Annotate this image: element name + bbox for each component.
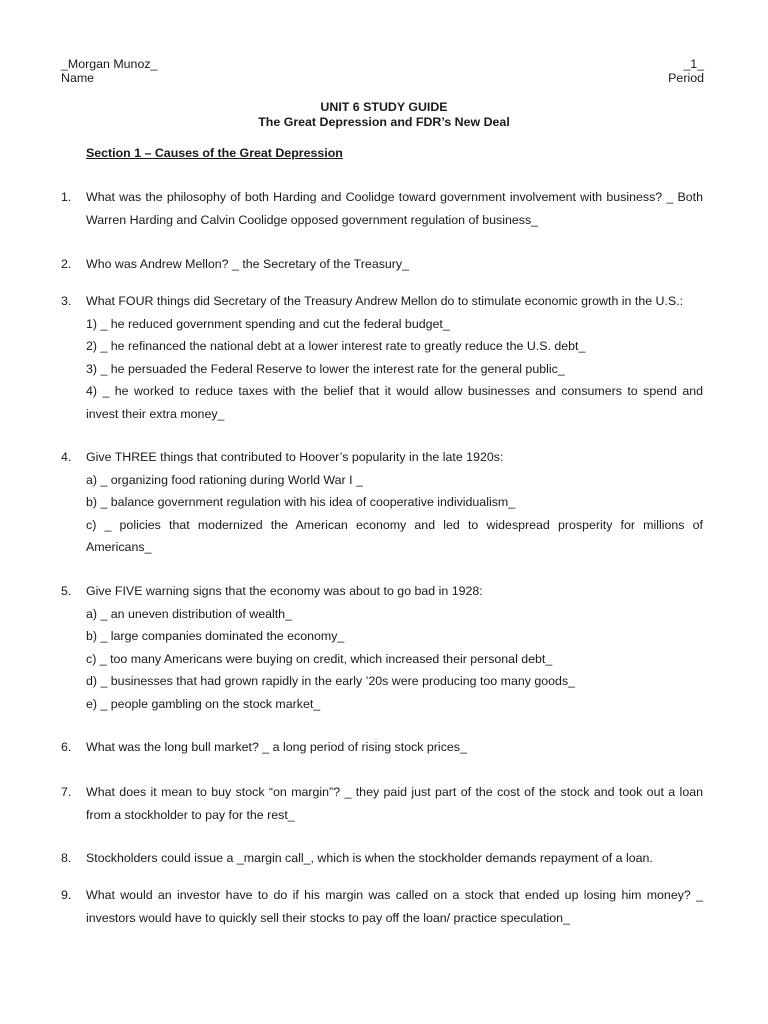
- question-4: [61, 446, 703, 559]
- question-line: Stockholders could issue a _margin call_, which is when the stockholder demands repayment of a loan.: [86, 851, 653, 865]
- name-block: [61, 57, 157, 85]
- section-heading: Section 1 – Causes of the Great Depression: [86, 146, 343, 160]
- answer-line: d) _ businesses that had grown rapidly in the early ’20s were producing too many goods_: [86, 674, 576, 688]
- answer-line: a) _ organizing food rationing during World War I _: [86, 472, 363, 487]
- question-number: 9.: [61, 888, 72, 902]
- question-line: Give FIVE warning signs that the economy was about to go bad in 1928:: [86, 584, 483, 598]
- question-9: [61, 884, 703, 929]
- answer-line: e) _ people gambling on the stock market_: [86, 696, 321, 711]
- answer-line: 3) _ he persuaded the Federal Reserve to lower the interest rate for the general public_: [86, 361, 565, 376]
- answer-line: Americans_: [86, 540, 152, 554]
- question-6: [61, 736, 703, 759]
- period-value: _1_: [683, 57, 704, 71]
- name-label: Name: [61, 71, 95, 85]
- question-number: 8.: [61, 851, 72, 865]
- question-number: 6.: [61, 740, 72, 754]
- question-line: investors would have to quickly sell their stocks to pay off the loan/ practice speculation_: [86, 910, 570, 925]
- question-1: [61, 186, 703, 231]
- question-line: What FOUR things did Secretary of the Treasury Andrew Mellon do to stimulate economic growth in the U.S.:: [86, 294, 684, 308]
- answer-line: c) _ too many Americans were buying on credit, which increased their personal debt_: [86, 651, 553, 666]
- question-number: 4.: [61, 450, 72, 464]
- question-number: 3.: [61, 294, 72, 308]
- answer-line: invest their extra money_: [86, 406, 225, 421]
- question-line: Give THREE things that contributed to Hoover’s popularity in the late 1920s:: [86, 450, 504, 464]
- period-block: [668, 57, 704, 85]
- title-block: [0, 100, 768, 130]
- question-number: 2.: [61, 257, 72, 271]
- question-line: Warren Harding and Calvin Coolidge opposed government regulation of business_: [86, 212, 539, 227]
- question-3: [61, 290, 703, 425]
- answer-line: 4) _ he worked to reduce taxes with the belief that it would allow businesses and consumers to spend and: [86, 384, 703, 398]
- question-number: 1.: [61, 190, 72, 204]
- question-number: 7.: [61, 785, 72, 799]
- question-line: What was the long bull market? _ a long period of rising stock prices_: [86, 740, 467, 754]
- period-label: Period: [668, 71, 704, 85]
- answer-line: c) _ policies that modernized the American economy and led to widespread prosperity for millions of: [86, 517, 703, 532]
- question-line: Who was Andrew Mellon? _ the Secretary of the Treasury_: [86, 257, 410, 271]
- answer-line: b) _ balance government regulation with his idea of cooperative individualism_: [86, 495, 516, 509]
- question-line: What does it mean to buy stock “on margin”? _ they paid just part of the cost of the stock and took out a loan: [86, 785, 703, 799]
- question-line: from a stockholder to pay for the rest_: [86, 807, 295, 822]
- question-7: [61, 781, 703, 826]
- question-number: 5.: [61, 584, 72, 598]
- student-name: _Morgan Munoz_: [61, 57, 158, 71]
- question-line: What was the philosophy of both Harding and Coolidge toward government involvement with business? _ Both: [86, 190, 703, 204]
- answer-line: b) _ large companies dominated the economy_: [86, 629, 345, 643]
- answer-line: a) _ an uneven distribution of wealth_: [86, 606, 292, 621]
- guide-subtitle: The Great Depression and FDR’s New Deal: [258, 115, 510, 129]
- question-2: [61, 253, 703, 276]
- question-5: [61, 580, 703, 715]
- answer-line: 1) _ he reduced government spending and cut the federal budget_: [86, 316, 450, 331]
- question-line: What would an investor have to do if his margin was called on a stock that ended up losing him money? _: [86, 888, 703, 902]
- question-8: [61, 847, 703, 870]
- answer-line: 2) _ he refinanced the national debt at a lower interest rate to greatly reduce the U.S. debt_: [86, 339, 586, 353]
- guide-title: UNIT 6 STUDY GUIDE: [320, 100, 448, 114]
